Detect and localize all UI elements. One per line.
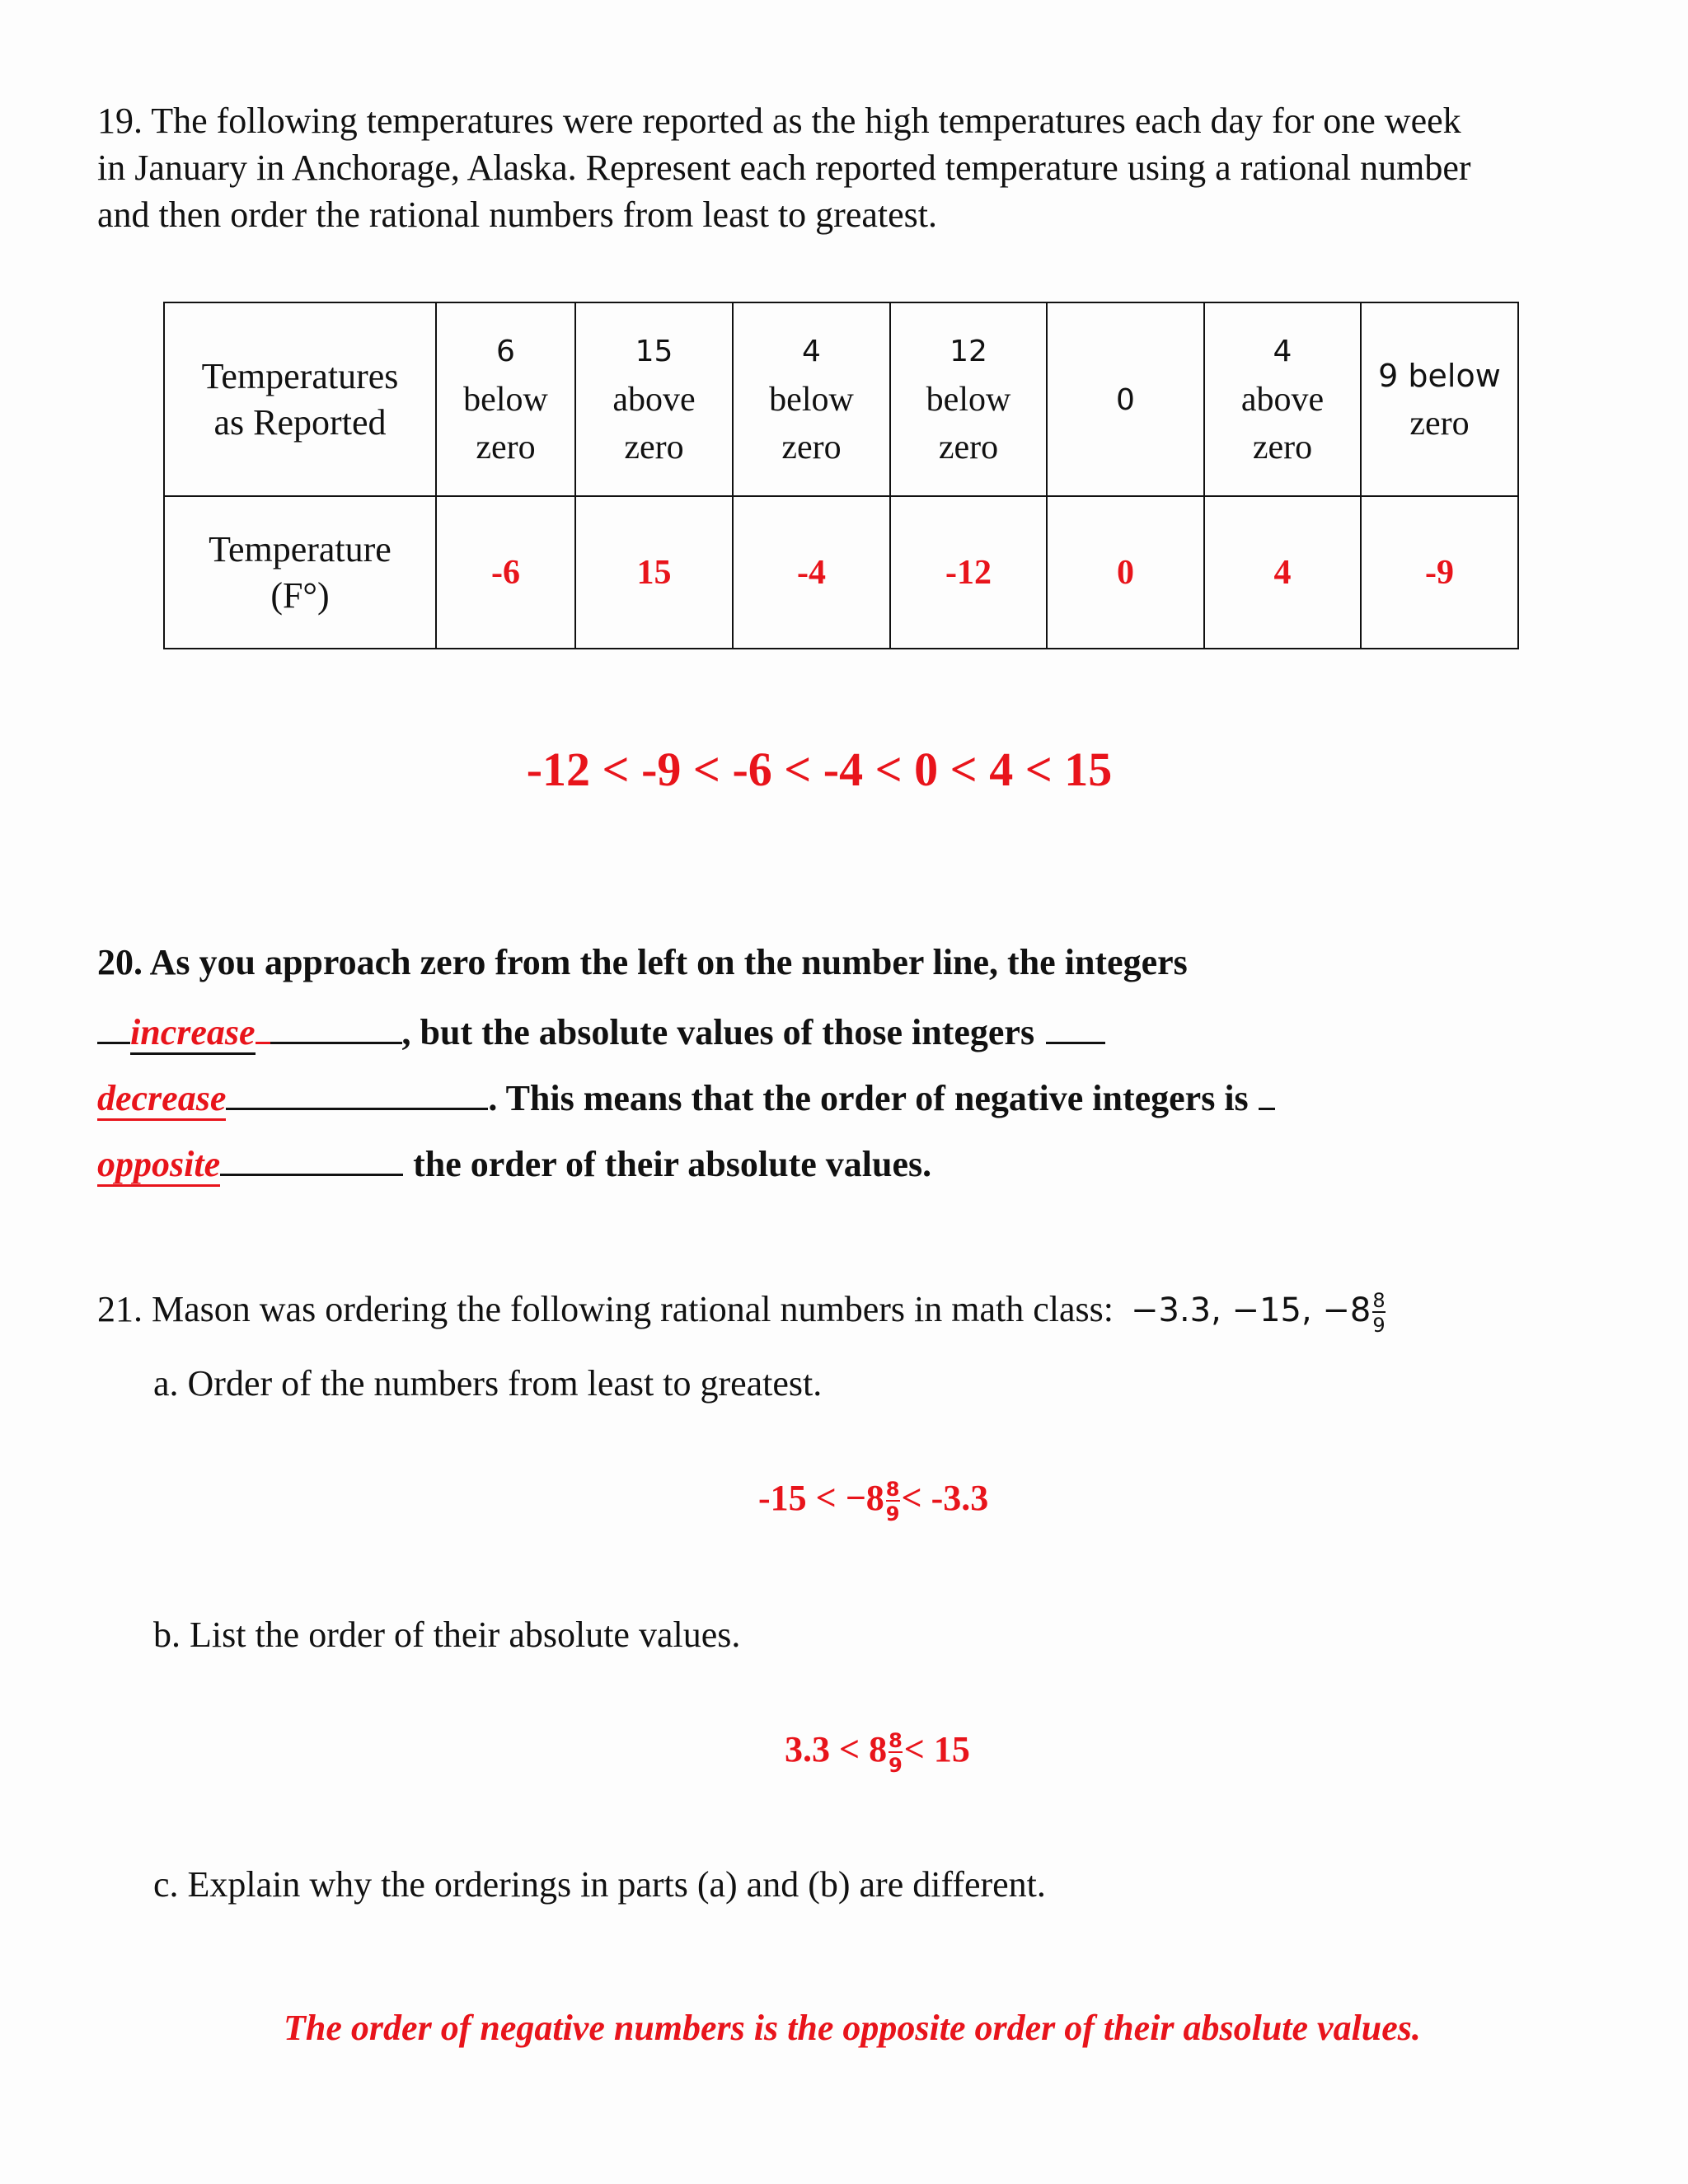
question-21-part-c: c. Explain why the orderings in parts (a) and (b) are different.	[153, 1864, 1046, 1905]
reported-cell: 9 below zero	[1361, 302, 1518, 496]
question-19-answer: -12 < -9 < -6 < -4 < 0 < 4 < 15	[526, 743, 1113, 796]
question-21-part-b: b. List the order of their absolute values.	[153, 1615, 741, 1655]
blank-opposite: opposite	[97, 1144, 220, 1187]
answer-b-right: < 15	[903, 1729, 970, 1769]
question-20-line-2	[97, 1005, 1105, 1056]
temperature-header-line-2: (F°)	[270, 574, 330, 616]
question-19-line-3: and then order the rational numbers from least to greatest.	[97, 194, 937, 235]
question-20-text-2: , but the absolute values of those integers	[401, 1012, 1035, 1052]
reported-cell: 0	[1047, 302, 1204, 496]
temperature-header	[164, 496, 436, 649]
question-20-line-4	[97, 1137, 931, 1188]
question-20-line-1: 20. As you approach zero from the left on the number line, the integers	[97, 942, 1188, 982]
temperature-table	[163, 302, 1519, 649]
answer-a-fraction: $\frac{8}{9}$	[885, 1477, 900, 1526]
fraction-eight-ninths: $\frac{8}{9}$	[1372, 1288, 1386, 1337]
answer-b-fraction: $\frac{8}{9}$	[889, 1728, 903, 1777]
question-21-intro-text: 21. Mason was ordering the following rational numbers in math class:	[97, 1289, 1114, 1329]
question-21-answer-b	[785, 1727, 970, 1776]
question-21-numbers: −3.3, −15, −8	[1131, 1291, 1372, 1329]
reported-row	[164, 302, 1518, 496]
reported-cell: 4 below zero	[733, 302, 890, 496]
reported-header-line-1: Temperatures	[201, 355, 399, 396]
question-20-line-3	[97, 1071, 1275, 1122]
question-19-line-2: in January in Anchorage, Alaska. Represent each reported temperature using a rational number	[97, 148, 1471, 188]
question-21-answer-c: The order of negative numbers is the opposite order of their absolute values.	[284, 2008, 1421, 2048]
answer-a-right: < -3.3	[901, 1478, 989, 1518]
temperature-value: -6	[436, 496, 575, 649]
temperature-value: -9	[1361, 496, 1518, 649]
temperature-value: 15	[575, 496, 733, 649]
blank-decrease: decrease	[97, 1078, 226, 1121]
reported-header-line-2: as Reported	[213, 401, 387, 443]
question-20-text-3: . This means that the order of negative integers is	[488, 1078, 1249, 1118]
reported-header	[164, 302, 436, 496]
reported-cell: 15 above zero	[575, 302, 733, 496]
reported-cell: 12 below zero	[890, 302, 1047, 496]
reported-cell: 6 below zero	[436, 302, 575, 496]
question-19-line-1: 19. The following temperatures were reported as the high temperatures each day for one week	[97, 101, 1461, 141]
question-21-part-a: a. Order of the numbers from least to greatest.	[153, 1363, 823, 1404]
temperature-header-line-1: Temperature	[209, 528, 392, 569]
answer-a-left: -15 < −8	[758, 1478, 884, 1518]
question-21-intro	[97, 1286, 1387, 1336]
temperature-value: -4	[733, 496, 890, 649]
temperature-value: 0	[1047, 496, 1204, 649]
question-21-answer-a	[758, 1475, 988, 1525]
temperature-row	[164, 496, 1518, 649]
temperature-value: 4	[1204, 496, 1361, 649]
temperature-value: -12	[890, 496, 1047, 649]
blank-increase: increase	[130, 1012, 256, 1055]
answer-b-left: 3.3 < 8	[785, 1729, 888, 1769]
reported-cell: 4 above zero	[1204, 302, 1361, 496]
question-20-text-4: the order of their absolute values.	[413, 1144, 932, 1184]
